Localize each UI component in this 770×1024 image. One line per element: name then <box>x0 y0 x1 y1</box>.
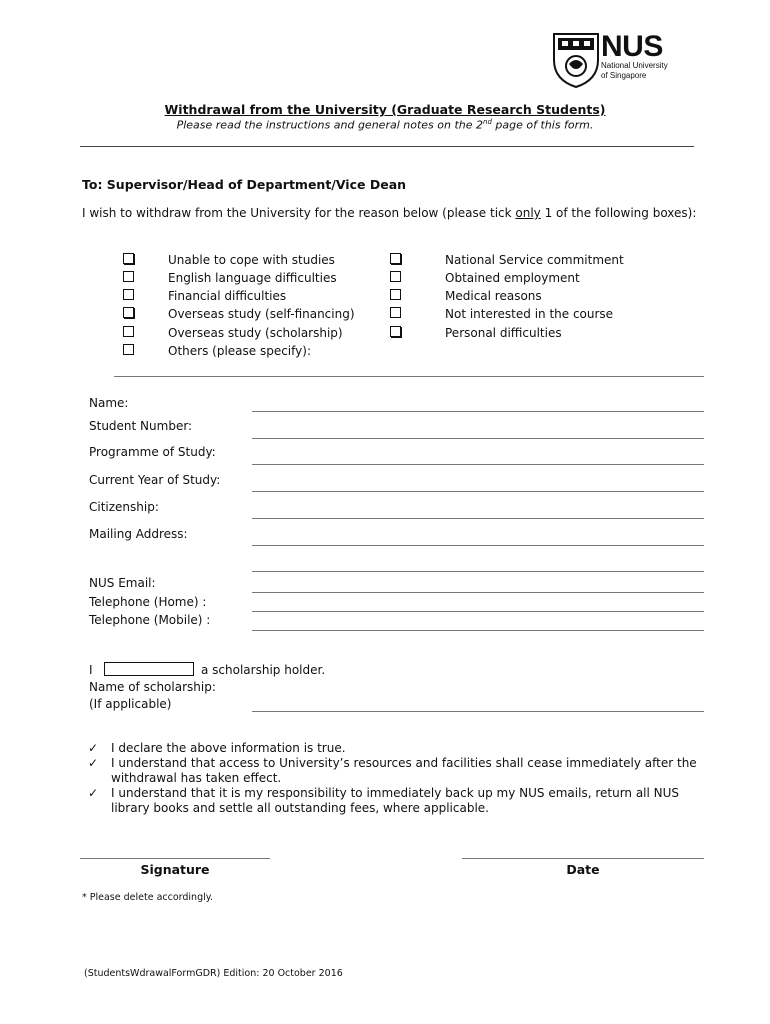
name-label: Name: <box>89 396 129 410</box>
telephone-mobile-label: Telephone (Mobile) : <box>89 613 211 627</box>
mailing-address-input-line-2[interactable] <box>252 571 704 572</box>
check-mark-icon: ✓ <box>88 786 99 800</box>
date-label: Date <box>566 862 600 877</box>
scholarship-if-applicable: (If applicable) <box>89 697 172 711</box>
reason-label: Others (please specify): <box>168 344 311 358</box>
nus-logo-text: NUS <box>601 30 663 63</box>
date-line[interactable] <box>462 858 704 859</box>
telephone-home-input-line[interactable] <box>252 611 704 612</box>
checkbox-national-service[interactable] <box>390 253 401 264</box>
citizenship-input-line[interactable] <box>252 518 704 519</box>
scholarship-name-input-line[interactable] <box>252 711 704 712</box>
scholarship-am-am-not-box[interactable] <box>104 662 194 676</box>
reason-label: Medical reasons <box>445 289 542 303</box>
check-mark-icon: ✓ <box>88 741 99 755</box>
mailing-address-input-line-1[interactable] <box>252 545 704 546</box>
reason-label: Overseas study (scholarship) <box>168 326 343 340</box>
form-title: Withdrawal from the University (Graduate Research Students) <box>164 102 606 117</box>
year-label: Current Year of Study: <box>89 473 221 487</box>
reason-label: English language difficulties <box>168 271 337 285</box>
name-input-line[interactable] <box>252 411 704 412</box>
signature-line[interactable] <box>80 858 270 859</box>
mailing-address-label: Mailing Address: <box>89 527 188 541</box>
subtitle-superscript: nd <box>483 118 492 126</box>
nus-logo-subtitle <box>601 61 668 81</box>
scholarship-suffix: a scholarship holder. <box>201 663 326 677</box>
telephone-home-label: Telephone (Home) : <box>89 595 207 609</box>
footnote: * Please delete accordingly. <box>82 892 214 903</box>
scholarship-prefix: I <box>89 663 93 677</box>
student-number-input-line[interactable] <box>252 438 704 439</box>
checkbox-obtained-employment[interactable] <box>390 271 401 282</box>
year-input-line[interactable] <box>252 491 704 492</box>
reason-label: Personal difficulties <box>445 326 562 340</box>
checkbox-not-interested[interactable] <box>390 307 401 318</box>
declaration-item: I understand that it is my responsibility to immediately back up my NUS emails, return all NUS library books and settle all outstanding fees, where applicable. <box>111 786 680 815</box>
student-number-label: Student Number: <box>89 419 193 433</box>
logo-subtitle-line2: of Singapore <box>601 71 647 80</box>
subtitle-text-after: page of this form. <box>491 118 594 132</box>
intro-paragraph <box>82 206 702 221</box>
checkbox-personal-difficulties[interactable] <box>390 326 401 337</box>
programme-input-line[interactable] <box>252 464 704 465</box>
email-input-line[interactable] <box>252 592 704 593</box>
checkbox-overseas-scholarship[interactable] <box>123 326 134 337</box>
logo-subtitle-line1: National University <box>601 61 668 70</box>
reason-label: Financial difficulties <box>168 289 287 303</box>
checkbox-unable-to-cope[interactable] <box>123 253 134 264</box>
signature-label: Signature <box>140 862 210 877</box>
form-subtitle <box>0 118 770 132</box>
intro-before: I wish to withdraw from the University for the reason below (please tick <box>82 206 516 220</box>
reason-label: Not interested in the course <box>445 307 614 321</box>
reason-label: National Service commitment <box>445 253 624 267</box>
form-edition-footer: (StudentsWdrawalFormGDR) Edition: 20 October 2016 <box>84 968 343 979</box>
telephone-mobile-input-line[interactable] <box>252 630 704 631</box>
declaration-item: I understand that access to University’s resources and facilities shall cease immediately after the withdrawal has taken effect. <box>111 756 697 785</box>
reason-label: Obtained employment <box>445 271 580 285</box>
checkbox-financial-difficulties[interactable] <box>123 289 134 300</box>
checkbox-others[interactable] <box>123 344 134 355</box>
intro-underlined: only <box>515 206 541 220</box>
intro-after: 1 of the following boxes): <box>540 206 697 220</box>
declaration-item: I declare the above information is true. <box>111 741 346 755</box>
email-label: NUS Email: <box>89 576 156 590</box>
programme-label: Programme of Study: <box>89 445 216 459</box>
header-divider <box>80 146 694 147</box>
checkbox-medical-reasons[interactable] <box>390 289 401 300</box>
others-specify-line[interactable] <box>114 376 704 377</box>
subtitle-text-before: Please read the instructions and general notes on the 2 <box>176 118 484 132</box>
check-mark-icon: ✓ <box>88 756 99 770</box>
checkbox-english-difficulties[interactable] <box>123 271 134 282</box>
checkbox-overseas-self-financing[interactable] <box>123 307 134 318</box>
reason-label: Overseas study (self-financing) <box>168 307 355 321</box>
addressee-heading: To: Supervisor/Head of Department/Vice Dean <box>82 177 407 192</box>
scholarship-name-label: Name of scholarship: <box>89 680 216 694</box>
citizenship-label: Citizenship: <box>89 500 159 514</box>
reason-label: Unable to cope with studies <box>168 253 335 267</box>
